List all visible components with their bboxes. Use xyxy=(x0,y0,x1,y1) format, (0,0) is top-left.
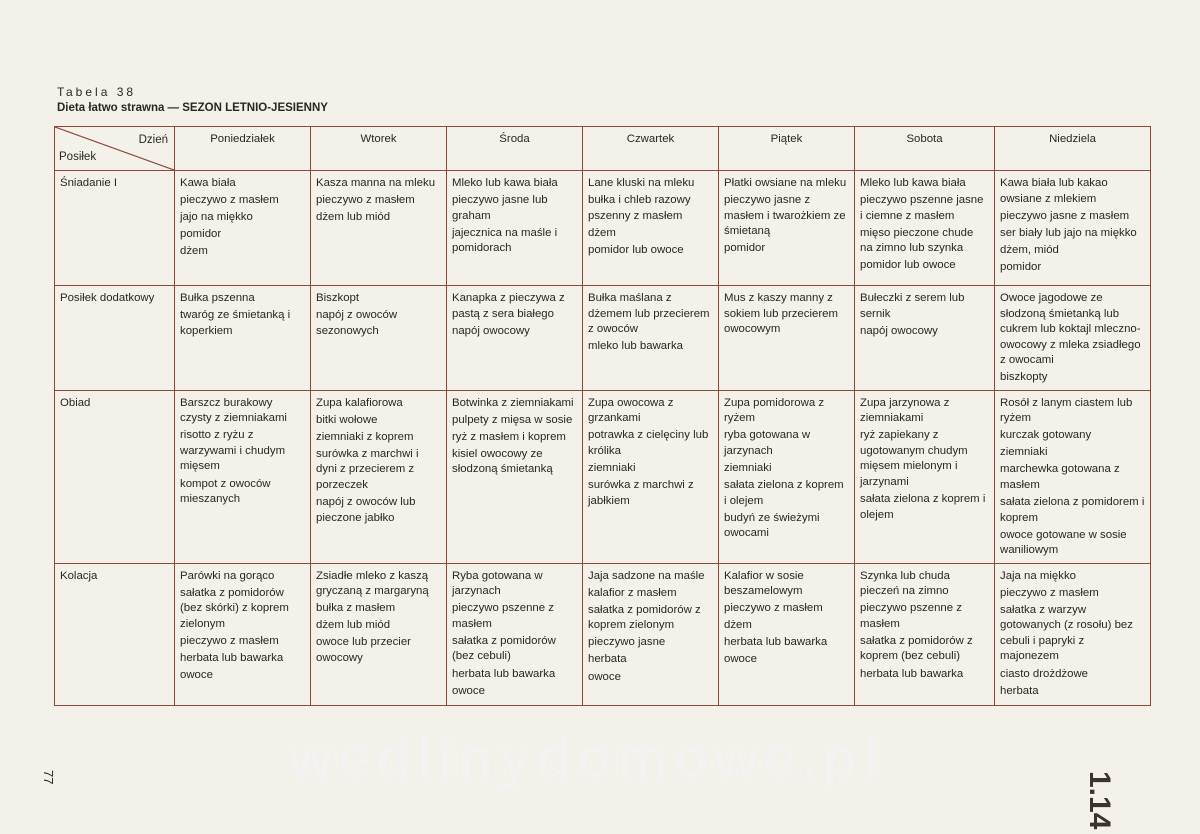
menu-item: owoce xyxy=(724,653,757,666)
menu-item: pieczywo z masłem xyxy=(180,634,279,647)
day-header-wednesday: Środa xyxy=(447,127,583,171)
menu-item: biszkopty xyxy=(1000,371,1048,384)
menu-item: owoce xyxy=(180,669,213,682)
menu-cell-sunday xyxy=(995,390,1151,563)
menu-item: Parówki na gorąco xyxy=(180,569,275,582)
menu-item: pieczywo jasne xyxy=(588,636,666,649)
menu-item: Lane kluski na mleku xyxy=(588,177,695,189)
menu-item: napój owocowy xyxy=(452,324,530,337)
menu-item: sałata zielona z pomidorem i koprem xyxy=(1000,496,1145,524)
menu-item: ryż zapiekany z ugotowanym chudym mięsem mielonym i jarzynami xyxy=(860,429,968,489)
menu-item: herbata lub bawarka xyxy=(724,636,828,649)
menu-cell-monday xyxy=(175,563,311,705)
menu-item: ryba gotowana w jarzynach xyxy=(724,429,811,457)
menu-item: herbata xyxy=(588,653,627,666)
menu-cell-wednesday xyxy=(447,390,583,563)
menu-cell-monday xyxy=(175,390,311,563)
menu-item: pieczywo pszenne z masłem xyxy=(860,602,962,630)
meal-rows xyxy=(55,171,1151,706)
menu-item: Kasza manna na mleku xyxy=(316,177,436,189)
menu-item: Kawa biała xyxy=(180,177,236,189)
menu-item: Jaja na miękko xyxy=(1000,569,1076,582)
menu-cell-tuesday xyxy=(311,390,447,563)
menu-item: sałata zielona z koprem i olejem xyxy=(860,493,986,521)
menu-item: herbata lub bawarka xyxy=(180,651,284,664)
menu-cell-wednesday xyxy=(447,563,583,705)
day-header-tuesday: Wtorek xyxy=(311,127,447,171)
menu-cell-friday xyxy=(719,171,855,286)
menu-item: ryż z masłem i koprem xyxy=(452,430,566,443)
menu-cell-thursday xyxy=(583,390,719,563)
menu-item: herbata lub bawarka xyxy=(452,667,556,680)
menu-cell-friday xyxy=(719,563,855,705)
menu-item: pieczywo z masłem xyxy=(1000,586,1099,599)
side-reference: 1.14 xyxy=(1083,771,1116,830)
meal-row xyxy=(55,286,1151,391)
menu-item: napój z owoców lub pieczone jabłko xyxy=(316,496,416,524)
menu-item: dżem xyxy=(724,619,752,632)
menu-item: Mleko lub kawa biała xyxy=(860,177,966,189)
menu-item: owoce xyxy=(452,684,485,697)
menu-item: napój z owoców sezonowych xyxy=(316,309,398,337)
menu-item: Zupa jarzynowa z ziemniakami xyxy=(860,396,950,425)
menu-cell-tuesday xyxy=(311,171,447,286)
menu-item: Zupa owocowa z grzankami xyxy=(588,396,674,425)
meal-name-cell: Śniadanie I xyxy=(55,171,175,286)
menu-item: mięso pieczone chude na zimno lub szynka xyxy=(860,226,974,255)
menu-item: dżem xyxy=(588,226,616,239)
menu-item: Mleko lub kawa biała xyxy=(452,177,558,189)
menu-item: jajecznica na maśle i pomidorach xyxy=(452,226,558,255)
menu-item: napój owocowy xyxy=(860,324,938,337)
menu-item: pomidor xyxy=(1000,260,1042,273)
menu-item: pieczywo jasne z masłem i twarożkiem ze śmietaną xyxy=(724,194,846,238)
menu-item: dżem lub miód xyxy=(316,211,391,224)
menu-item: ziemniaki z koprem xyxy=(316,430,414,443)
menu-item: jajo na miękko xyxy=(180,211,253,224)
menu-cell-friday xyxy=(719,390,855,563)
menu-item: Biszkopt xyxy=(316,292,360,304)
menu-item: pulpety z mięsa w sosie xyxy=(452,413,573,426)
menu-item: pomidor lub owoce xyxy=(860,259,956,272)
day-header-saturday: Sobota xyxy=(855,127,995,171)
menu-cell-monday xyxy=(175,171,311,286)
menu-item: Ryba gotowana w jarzynach xyxy=(452,569,543,598)
menu-item: Kalafior w sosie beszamelowym xyxy=(724,569,804,598)
table-caption: Tabela 38 xyxy=(57,85,137,99)
menu-item: Bułka maślana z dżemem lub przecierem z owoców xyxy=(588,292,710,336)
menu-item: kalafior z masłem xyxy=(588,586,677,599)
menu-item: Szynka lub chuda pieczeń na zimno xyxy=(860,569,950,598)
menu-item: bułka i chleb razowy pszenny z masłem xyxy=(588,194,691,222)
header-row xyxy=(55,127,1151,171)
menu-cell-tuesday xyxy=(311,563,447,705)
menu-item: pieczywo pszenne z masłem xyxy=(452,602,554,630)
menu-item: sałatka z warzyw gotowanych (z rosołu) bez cebuli i papryki z majonezem xyxy=(1000,603,1133,663)
page-number: 77 xyxy=(41,770,56,785)
menu-item: Mus z kaszy manny z sokiem lub przecierem owocowym xyxy=(724,292,838,336)
menu-item: surówka z marchwi z jabłkiem xyxy=(588,479,694,507)
menu-item: pieczywo z masłem xyxy=(180,194,279,207)
day-header-friday: Piątek xyxy=(719,127,855,171)
menu-item: Bułka pszenna xyxy=(180,292,255,304)
menu-cell-thursday xyxy=(583,286,719,391)
day-header-thursday: Czwartek xyxy=(583,127,719,171)
menu-cell-saturday xyxy=(855,563,995,705)
day-header-monday: Poniedziałek xyxy=(175,127,311,171)
menu-cell-thursday xyxy=(583,171,719,286)
menu-cell-sunday xyxy=(995,286,1151,391)
menu-item: twaróg ze śmietanką i koperkiem xyxy=(180,309,291,337)
menu-cell-sunday xyxy=(995,563,1151,705)
meal-name-cell: Obiad xyxy=(55,390,175,563)
menu-cell-thursday xyxy=(583,563,719,705)
menu-cell-tuesday xyxy=(311,286,447,391)
menu-cell-wednesday xyxy=(447,171,583,286)
menu-item: kurczak gotowany xyxy=(1000,429,1092,442)
menu-cell-saturday xyxy=(855,390,995,563)
menu-item: marchewka gotowana z masłem xyxy=(1000,463,1120,492)
meal-name-cell: Kolacja xyxy=(55,563,175,705)
menu-cell-wednesday xyxy=(447,286,583,391)
menu-item: Płatki owsiane na mleku xyxy=(724,177,847,189)
menu-item: Kawa biała lub kakao owsiane z mlekiem xyxy=(1000,177,1108,205)
menu-item: owoce xyxy=(588,670,621,683)
menu-item: Botwinka z ziemniakami xyxy=(452,396,574,409)
menu-item: herbata lub bawarka xyxy=(860,667,964,680)
menu-cell-monday xyxy=(175,286,311,391)
corner-day-label: Dzień xyxy=(138,134,168,146)
menu-item: dżem xyxy=(180,245,208,258)
menu-item: owoce gotowane w sosie waniliowym xyxy=(1000,528,1127,557)
menu-item: surówka z marchwi i dyni z przecierem z porzeczek xyxy=(316,447,419,492)
menu-item: pomidor xyxy=(180,228,222,241)
menu-item: ser biały lub jajo na miękko xyxy=(1000,226,1137,239)
menu-item: pomidor lub owoce xyxy=(588,243,684,256)
table-title: Dieta łatwo strawna — SEZON LETNIO-JESIENNY xyxy=(57,102,328,114)
menu-item: Bułeczki z serem lub sernik xyxy=(860,292,965,320)
menu-item: risotto z ryżu z warzywami i chudym mięsem xyxy=(180,429,286,473)
menu-item: ziemniaki xyxy=(724,461,772,474)
menu-item: dżem, miód xyxy=(1000,243,1059,256)
menu-item: budyń ze świeżymi owocami xyxy=(724,511,820,540)
menu-item: ziemniaki xyxy=(1000,446,1048,459)
menu-item: Barszcz burakowy czysty z ziemniakami xyxy=(180,396,287,425)
menu-item: Kanapka z pieczywa z pastą z sera białego xyxy=(452,292,565,320)
meal-row xyxy=(55,563,1151,705)
menu-item: herbata xyxy=(1000,684,1039,697)
menu-item: Zsiadłe mleko z kaszą gryczaną z margaryną xyxy=(316,569,429,598)
meal-row xyxy=(55,390,1151,563)
menu-item: sałatka z pomidorów (bez skórki) z koprem zielonym xyxy=(180,586,289,630)
menu-item: sałata zielona z koprem i olejem xyxy=(724,479,844,507)
menu-item: pieczywo jasne lub graham xyxy=(452,194,548,222)
menu-item: sałatka z pomidorów z koprem zielonym xyxy=(588,603,701,632)
menu-cell-saturday xyxy=(855,171,995,286)
diet-table xyxy=(54,126,1151,706)
menu-item: pieczywo pszenne jasne i ciemne z masłem xyxy=(860,194,984,222)
menu-item: sałatka z pomidorów (bez cebuli) xyxy=(452,634,556,663)
menu-item: Rosół z lanym ciastem lub ryżem xyxy=(1000,396,1133,425)
menu-item: pieczywo z masłem xyxy=(316,194,415,207)
watermark-text: wedlinydomowe.pl xyxy=(288,726,884,791)
menu-item: Zupa pomidorowa z ryżem xyxy=(724,396,825,425)
meal-row xyxy=(55,171,1151,286)
menu-item: bułka z masłem xyxy=(316,602,396,615)
menu-item: bitki wołowe xyxy=(316,413,378,426)
menu-item: Jaja sadzone na maśle xyxy=(588,569,705,582)
menu-cell-friday xyxy=(719,286,855,391)
menu-item: sałatka z pomidorów z koprem (bez cebuli) xyxy=(860,634,973,663)
menu-item: dżem lub miód xyxy=(316,619,391,632)
menu-item: pieczywo z masłem xyxy=(724,602,823,615)
menu-item: ziemniaki xyxy=(588,461,636,474)
menu-item: Owoce jagodowe ze słodzoną śmietanką lub cukrem lub koktajl mleczno-owocowy z mleka zsiadłego z owocami xyxy=(1000,292,1141,367)
menu-item: owoce lub przecier owocowy xyxy=(316,636,411,664)
menu-cell-saturday xyxy=(855,286,995,391)
day-header-sunday: Niedziela xyxy=(995,127,1151,171)
menu-item: ciasto drożdżowe xyxy=(1000,667,1089,680)
menu-item: kompot z owoców mieszanych xyxy=(180,477,271,506)
menu-cell-sunday xyxy=(995,171,1151,286)
menu-item: pieczywo jasne z masłem xyxy=(1000,209,1130,222)
menu-item: mleko lub bawarka xyxy=(588,340,683,353)
menu-item: pomidor xyxy=(724,242,766,255)
corner-header-cell xyxy=(55,127,175,171)
menu-item: kisiel owocowy ze słodzoną śmietanką xyxy=(452,447,553,476)
menu-item: potrawka z cielęciny lub królika xyxy=(588,429,709,457)
menu-item: Zupa kalafiorowa xyxy=(316,396,403,409)
corner-meal-label: Posiłek xyxy=(59,151,97,164)
meal-name-cell: Posiłek dodatkowy xyxy=(55,286,175,391)
